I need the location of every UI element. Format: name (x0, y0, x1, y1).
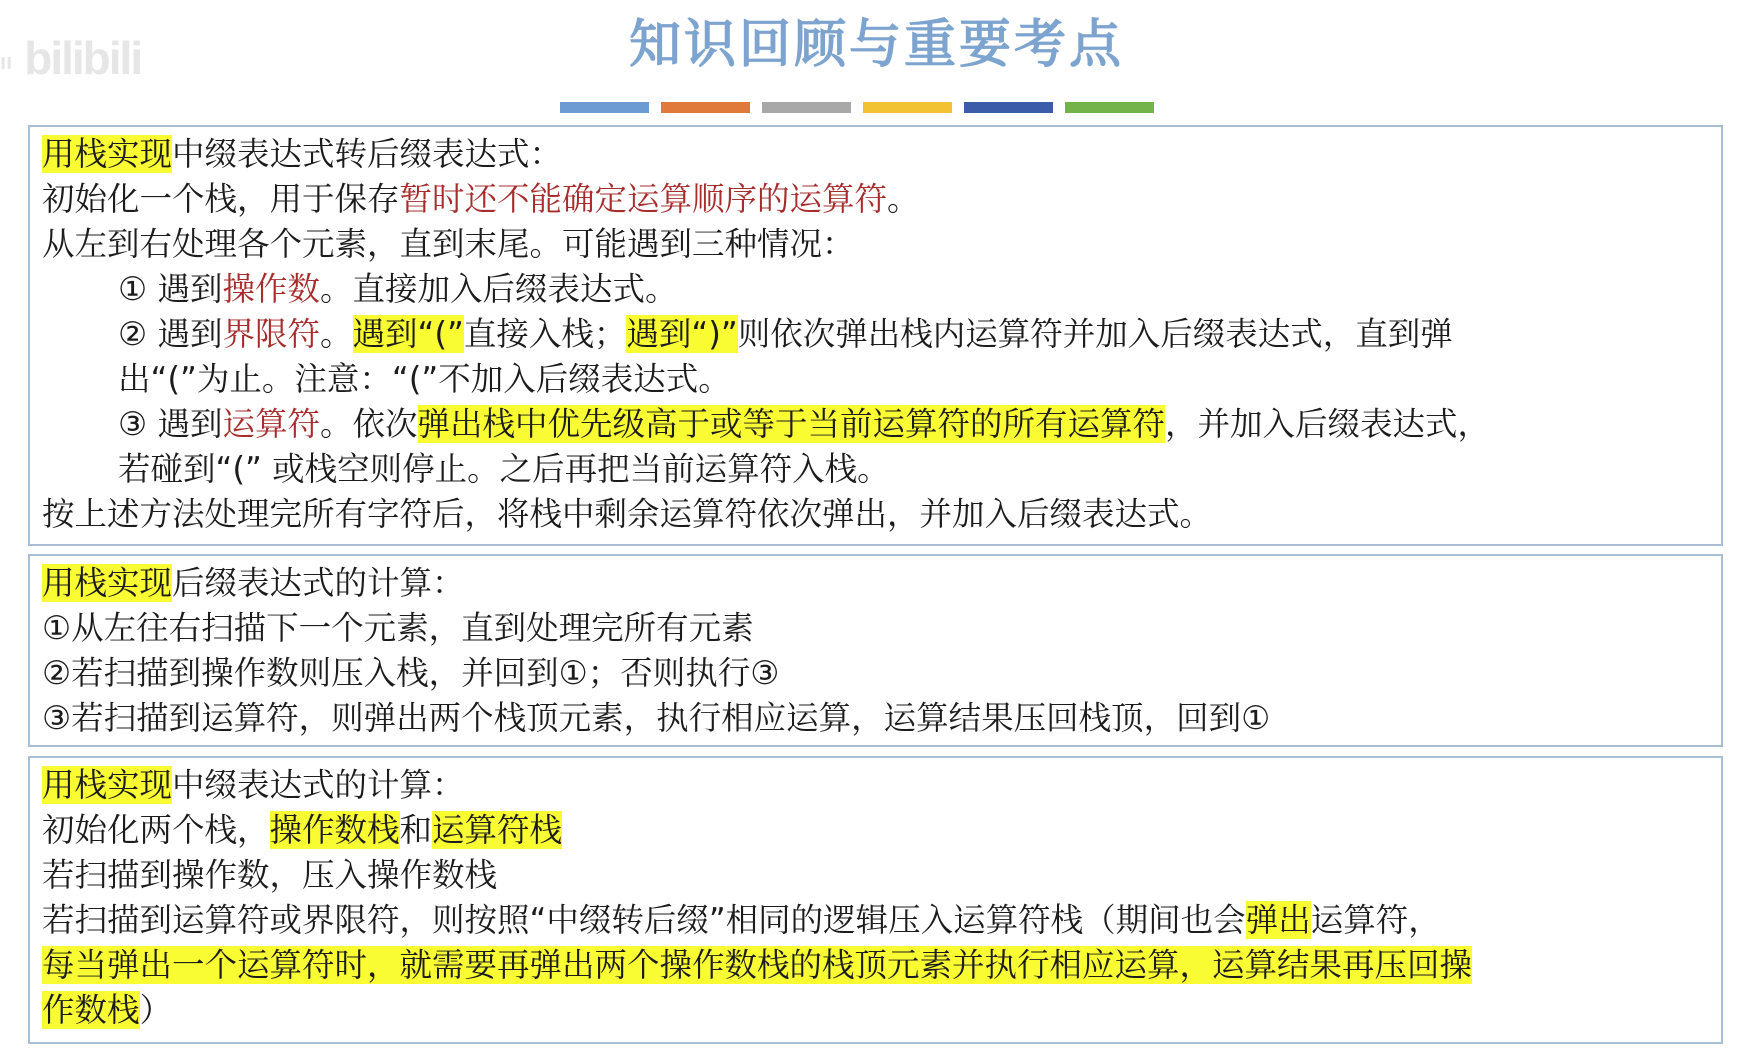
emphasis-text: 操作数 (222, 270, 320, 308)
text: 初始化两个栈， (42, 811, 270, 849)
case-operand (42, 267, 1721, 312)
highlight: 用栈实现 (42, 564, 173, 602)
text: 。直接加入后缀表达式。 (319, 270, 678, 308)
highlight: 遇到“(” (352, 315, 464, 353)
highlight: 操作数栈 (269, 811, 400, 849)
text: ③ 遇到 (118, 405, 223, 443)
color-bar (964, 102, 1053, 113)
emphasis-text: 运算符 (222, 405, 320, 443)
step-line: ①从左往右扫描下一个元素，直到处理完所有元素 (42, 609, 754, 647)
case-operator (42, 402, 1721, 447)
color-bar (661, 102, 750, 113)
color-bar (762, 102, 851, 113)
emphasis-text: 界限符 (222, 315, 320, 353)
text: 则依次弹出栈内运算符并加入后缀表达式，直到弹 (737, 315, 1453, 353)
text: 若扫描到运算符或界限符，则按照“中缀转后缀”相同的逻辑压入运算符栈（期间也会 (42, 901, 1246, 939)
text: 和 (399, 811, 433, 849)
highlight: 每当弹出一个运算符时，就需要再弹出两个操作数栈的栈顶元素并执行相应运算，运算结果再压回操 (42, 946, 1473, 984)
highlight: 用栈实现 (42, 135, 173, 173)
text-line (42, 988, 1721, 1033)
text: 中缀表达式转后缀表达式： (172, 135, 563, 173)
text-line: 出“(”为止。注意：“(”不加入后缀表达式。 (118, 360, 731, 398)
text: ） (139, 991, 173, 1029)
highlight: 作数栈 (42, 991, 140, 1029)
text-line (42, 808, 1721, 853)
step-line: ③若扫描到运算符，则弹出两个栈顶元素，执行相应运算，运算结果压回栈顶，回到① (42, 699, 1271, 737)
box-heading (42, 763, 1721, 808)
text: ② 遇到 (118, 315, 223, 353)
text: 直接入栈； (463, 315, 627, 353)
color-bar (863, 102, 952, 113)
text-line: 按上述方法处理完所有字符后，将栈中剩余运算符依次弹出，并加入后缀表达式。 (42, 495, 1213, 533)
text-line: 若扫描到操作数，压入操作数栈 (42, 856, 498, 894)
infix-evaluation-box (28, 756, 1723, 1044)
color-bar (560, 102, 649, 113)
text: 。 (319, 315, 353, 353)
text: ，并加入后缀表达式， (1165, 405, 1491, 443)
postfix-evaluation-box (28, 554, 1723, 747)
text: 。 (887, 180, 920, 218)
text: 中缀表达式的计算： (172, 766, 465, 804)
box-heading (42, 132, 1721, 177)
text-line: 从左到右处理各个元素，直到末尾。可能遇到三种情况： (42, 225, 855, 263)
infix-to-postfix-box (28, 125, 1723, 546)
bilibili-watermark: ıı bilibili (0, 32, 142, 84)
text-line (42, 898, 1721, 943)
highlight: 遇到“)” (626, 315, 738, 353)
emphasis-text: 暂时还不能确定运算顺序的运算符 (399, 180, 888, 218)
text-line (42, 177, 1721, 222)
text-line: 若碰到“(” 或栈空则停止。之后再把当前运算符入栈。 (118, 450, 890, 488)
text-line (42, 943, 1721, 988)
text: 。依次 (319, 405, 418, 443)
case-delimiter (42, 312, 1721, 357)
text: 初始化一个栈，用于保存 (42, 180, 400, 218)
highlight: 用栈实现 (42, 766, 173, 804)
text: ① 遇到 (118, 270, 223, 308)
page-title: 知识回顾与重要考点 (628, 14, 1124, 75)
text: 运算符， (1310, 901, 1441, 939)
box-heading (42, 561, 1721, 606)
step-line: ②若扫描到操作数则压入栈，并回到①；否则执行③ (42, 654, 780, 692)
highlight: 弹出栈中优先级高于或等于当前运算符的所有运算符 (417, 405, 1166, 443)
highlight: 运算符栈 (432, 811, 563, 849)
text: 后缀表达式的计算： (172, 564, 465, 602)
highlight: 弹出 (1245, 901, 1311, 939)
decorative-color-strip (560, 102, 1154, 113)
color-bar (1065, 102, 1154, 113)
